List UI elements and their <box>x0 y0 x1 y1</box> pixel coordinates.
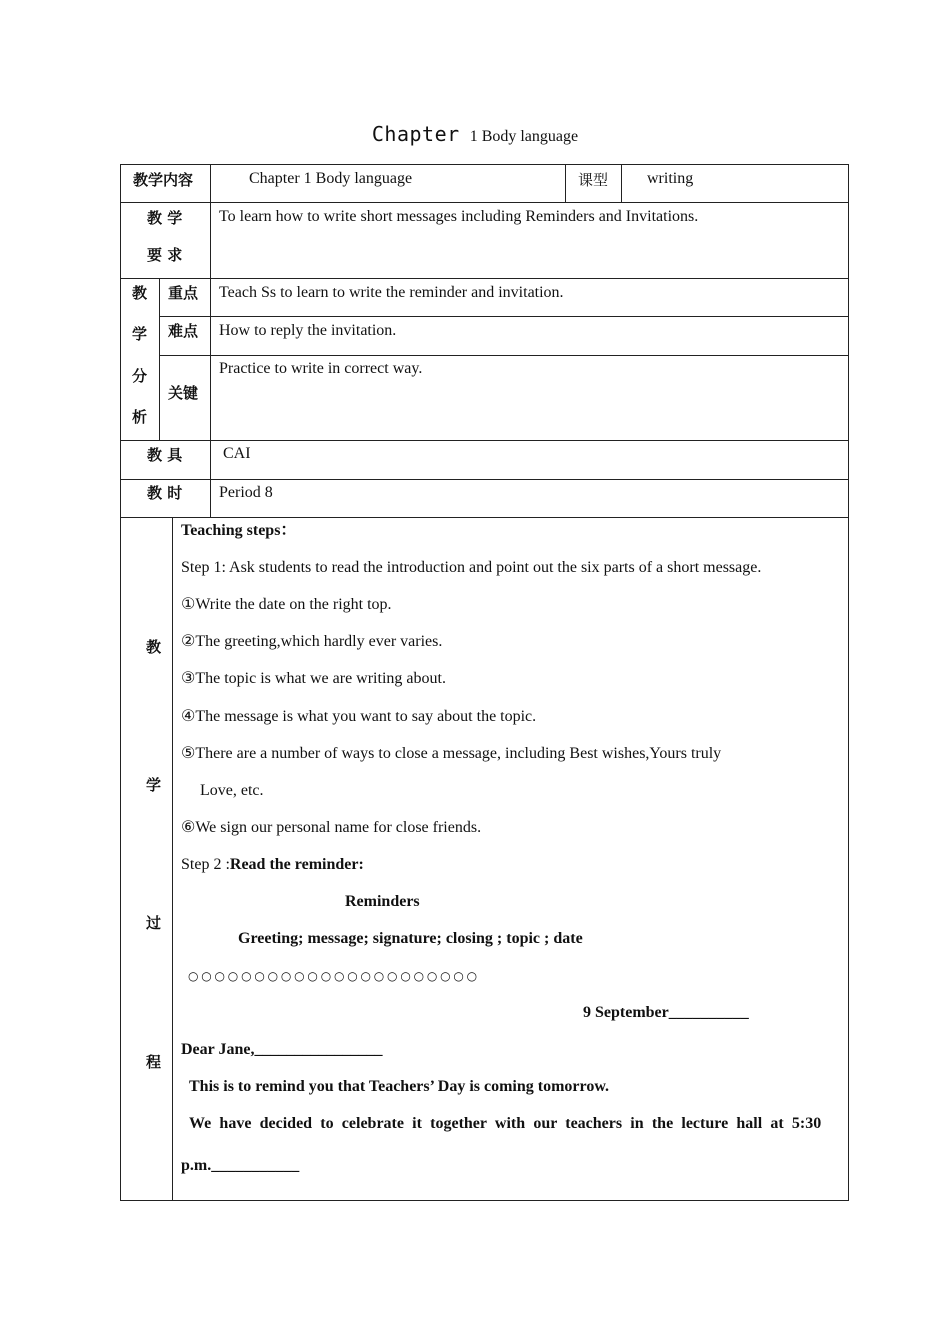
row-divider <box>159 316 849 317</box>
step-item: ⑤There are a number of ways to close a message, including Best wishes,Yours truly <box>181 745 722 762</box>
step-item: Love, etc. <box>200 782 264 799</box>
date-line: 9 September__________ <box>583 1004 749 1021</box>
analysis-side-char: 教 <box>132 284 148 302</box>
step2-prefix: Step 2 : <box>181 856 230 873</box>
reminders-title: Reminders <box>345 893 420 910</box>
difficulty-text: How to reply the invitation. <box>219 322 397 339</box>
step-item: ④The message is what you want to say about the topic. <box>181 708 537 725</box>
difficulty-label: 难点 <box>168 322 199 340</box>
parts-list: Greeting; message; signature; closing ; topic ; date <box>238 930 583 947</box>
step-item: ①Write the date on the right top. <box>181 596 392 613</box>
process-side-char: 教 <box>146 638 162 656</box>
process-side-char: 程 <box>146 1053 162 1071</box>
col-divider <box>159 278 160 440</box>
greeting-line: Dear Jane,________________ <box>181 1041 383 1058</box>
reminder-body-line: We have decided to celebrate it together with our teachers in the lecture hall at 5:30 <box>189 1115 822 1132</box>
row-divider <box>120 278 849 279</box>
step-item: ②The greeting,which hardly ever varies. <box>181 633 443 650</box>
process-side-char: 过 <box>146 914 162 932</box>
crux-label: 关键 <box>168 384 199 402</box>
analysis-side-char: 析 <box>132 408 148 426</box>
document-title <box>0 122 950 146</box>
crux-text: Practice to write in correct way. <box>219 360 423 377</box>
col-divider <box>210 164 211 517</box>
reminder-body-line: p.m.___________ <box>181 1157 300 1174</box>
requirements-label-line1: 教 学 <box>147 209 183 227</box>
col-divider <box>621 164 622 202</box>
key-point-label: 重点 <box>168 284 199 302</box>
teaching-steps-heading: Teaching steps： <box>181 522 297 539</box>
type-value: writing <box>647 170 694 187</box>
analysis-side-char: 学 <box>132 325 148 343</box>
circles-row: ○○○○○○○○○○○○○○○○○○○○○○ <box>188 969 480 983</box>
time-label: 教 时 <box>147 484 183 502</box>
key-point-text: Teach Ss to learn to write the reminder and invitation. <box>219 284 564 301</box>
table-border-left <box>120 164 121 1201</box>
requirements-label-line2: 要 求 <box>147 246 183 264</box>
col-divider <box>172 517 173 1200</box>
row-divider <box>120 202 849 203</box>
step1-text: Step 1: Ask students to read the introduction and point out the six parts of a short message. <box>181 559 762 576</box>
tools-label: 教 具 <box>147 446 183 464</box>
content-value: Chapter 1 Body language <box>249 170 413 187</box>
row-divider <box>159 355 849 356</box>
table-border-right <box>848 164 849 1201</box>
step2-bold: Read the reminder: <box>229 856 364 873</box>
row-divider <box>120 479 849 480</box>
reminder-body-line: This is to remind you that Teachers’ Day is coming tomorrow. <box>189 1078 610 1095</box>
content-label: 教学内容 <box>133 171 194 189</box>
step2-line <box>181 855 364 875</box>
process-side-char: 学 <box>146 776 162 794</box>
table-border-bottom <box>120 1200 849 1201</box>
title-chapter-word: Chapter <box>371 122 460 146</box>
title-rest: 1 Body language <box>469 128 579 145</box>
analysis-side-char: 分 <box>132 367 148 385</box>
tools-value: CAI <box>223 445 251 462</box>
row-divider <box>120 517 849 518</box>
table-border-top <box>120 164 849 165</box>
requirements-text: To learn how to write short messages including Reminders and Invitations. <box>219 208 699 225</box>
type-label: 课型 <box>578 171 609 189</box>
row-divider <box>120 440 849 441</box>
time-value: Period 8 <box>219 484 273 501</box>
step-item: ⑥We sign our personal name for close friends. <box>181 819 482 836</box>
step-item: ③The topic is what we are writing about. <box>181 670 446 687</box>
col-divider <box>565 164 566 202</box>
